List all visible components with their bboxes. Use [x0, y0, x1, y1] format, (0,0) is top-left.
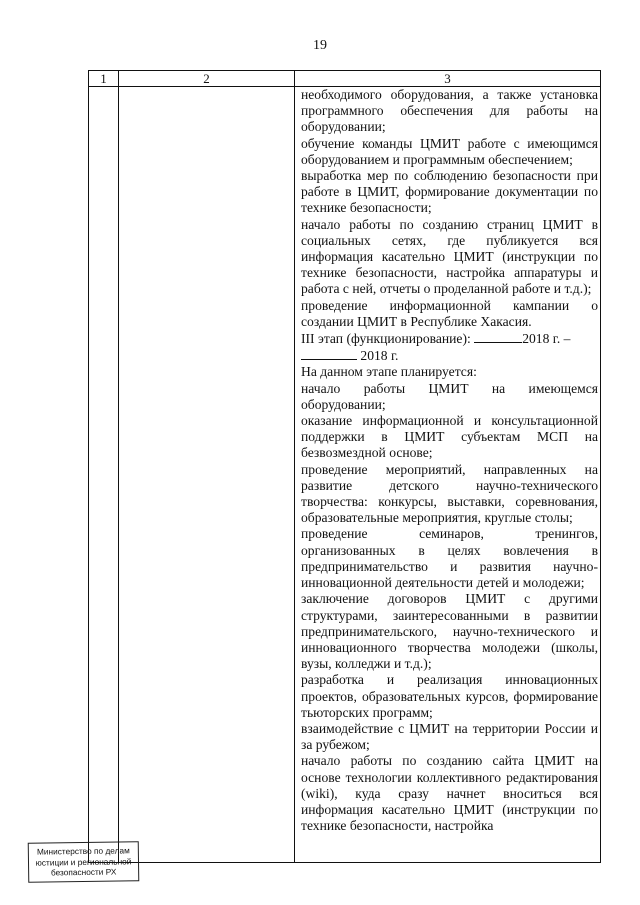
stage-3-year-end: 2018 г. — [360, 348, 399, 364]
col3-item: взаимодействие с ЦМИТ на территории России и за рубежом; — [301, 720, 598, 753]
col3-item: необходимого оборудования, а также установка программного обеспечения для работы на оборудовании; — [301, 87, 598, 135]
col3-content — [295, 87, 600, 834]
cell-col-3 — [295, 87, 601, 863]
table-header-row — [89, 71, 601, 87]
stage-3-year-start: 2018 г. – — [522, 331, 571, 347]
stamp-line: Министерство по делам — [36, 845, 130, 857]
column-header-1: 1 — [89, 71, 119, 87]
col3-item: начало работы по созданию сайта ЦМИТ на основе технологии коллективного редактирования (wiki), куда сразу начнет вноситься вся информация касательно ЦМИТ (инструкции по технике безопасности, настройка — [301, 753, 598, 834]
table-body-row — [89, 87, 601, 863]
col3-item: начало работы по созданию страниц ЦМИТ в социальных сетях, где публикуется вся информация касательно ЦМИТ (инструкции по технике безопасности, настройка аппаратуры и работа с ней, отчеты о проделанной работе и т.д.); — [301, 216, 598, 297]
cell-col-1 — [89, 87, 119, 863]
col3-item: проведение мероприятий, направленных на развитие детского научно-технического творчества: конкурсы, выставки, соревнования, образовательные мероприятия, круглые столы; — [301, 461, 598, 526]
document-table — [88, 70, 601, 863]
ministry-stamp — [28, 841, 140, 882]
column-header-2: 2 — [119, 71, 295, 87]
col3-item: проведение семинаров, тренингов, организованных в целях вовлечения в предпринимательство и развития научно-инновационной деятельности детей и молодежи; — [301, 526, 598, 591]
col3-item: разработка и реализация инновационных проектов, образовательных курсов, формирование тьюторских программ; — [301, 672, 598, 720]
col3-item: оказание информационной и консультационной поддержки в ЦМИТ субъектам МСП на безвозмездной основе; — [301, 413, 598, 461]
col3-item: проведение информационной кампании о создании ЦМИТ в Республике Хакасия. — [301, 297, 598, 329]
col3-item: начало работы ЦМИТ на имеющемся оборудовании; — [301, 380, 598, 412]
date-blank — [474, 330, 522, 343]
page-number: 19 — [313, 38, 327, 53]
col3-item: обучение команды ЦМИТ работе с имеющимся оборудованием и программным обеспечением; — [301, 135, 598, 167]
date-blank — [301, 347, 357, 360]
stage-3-prefix: III этап (функционирование): — [301, 331, 471, 347]
cell-col-2 — [119, 87, 295, 863]
stage-3-line — [301, 330, 598, 364]
col3-item: На данном этапе планируется: — [301, 364, 477, 380]
stamp-line: юстиции и региональной — [35, 855, 132, 868]
col3-item: заключение договоров ЦМИТ с другими структурами, заинтересованными в развитии предпринимательского, научно-технического и инновационного творчества молодежи (школы, вузы, колледжи и т.д.); — [301, 591, 598, 672]
col3-item: выработка мер по соблюдению безопасности при работе в ЦМИТ, формирование документации по технике безопасности; — [301, 168, 598, 216]
column-header-3: 3 — [295, 71, 601, 87]
stamp-line: безопасности РХ — [50, 866, 117, 878]
